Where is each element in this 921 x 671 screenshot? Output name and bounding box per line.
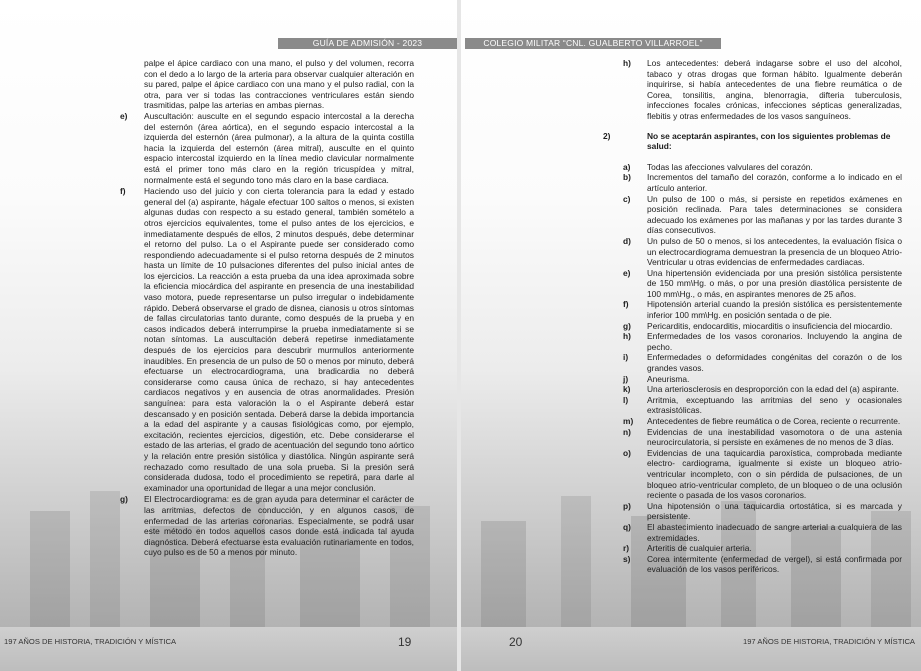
list-item [623,193,902,236]
list-item [623,172,902,193]
page-number-right: 20 [509,635,523,649]
footer-left [0,623,457,671]
left-column [120,58,414,558]
list-text: El abastecimiento inadecuado de sangre arterial a cualquiera de las extremidades. [647,521,902,543]
list-text: Una arteriosclerosis en desproporción con la edad del (a) aspirante. [647,384,899,395]
list-label: l) [623,394,629,405]
list-item [623,235,902,268]
list-item [623,384,902,395]
page-number-left: 19 [398,635,412,649]
section-title: No se aceptarán aspirantes, con los siguientes problemas de salud: [647,130,891,152]
list-label: m) [623,416,634,426]
list-text: Evidencias de una taquicardia paroxística, comprobada mediante electro- cardiograma, igualmente si existe un bloqueo atrio-ventricular incompleto, con o sin pérdida de pulsaciones, de un bloqueo atrio-ventricular completo, de un bloqueo o de una oclusión reciente o pasada de los vasos coronarios. [647,447,902,501]
footer-motto-right: 197 AÑOS DE HISTORIA, TRADICIÓN Y MÍSTICA [742,637,915,646]
list-item [623,553,902,575]
list-item [623,543,902,554]
list-label: f) [623,299,629,310]
list-item [623,447,902,501]
list-text: Enfermedades de los vasos coronarios. Incluyendo la angina de pecho. [647,331,902,352]
list-item-g [120,494,414,558]
list-item-h-antecedentes [623,58,902,122]
list-label: r) [623,543,630,554]
section-label: 2) [603,130,611,141]
list-label: q) [623,521,631,532]
list-text: Un pulso de 100 o más, si persiste en repetidos exámenes en posición reclinada. Para tales determinaciones se considera adecuado los exámenes por las mañanas y por las tardes durante 3 días consecutivos. [647,193,902,236]
list-label: a) [623,161,631,172]
list-label: i) [623,352,629,363]
list-text: Incrementos del tamaño del corazón, conforme a lo indicado en el artículo anterior. [647,172,902,193]
list-text: Hipotensión arterial cuando la presión sistólica es persistentemente inferior 100 mm\Hg. en posición sentada o de pie. [647,299,902,321]
list-text: Enfermedades o deformidades congénitas del corazón o de los grandes vasos. [647,352,902,374]
list-text: Una hipotensión o una taquicardia ortostática, si es marcada y persistente. [647,500,902,522]
footer-right [461,623,921,671]
list-label: g) [623,320,631,331]
header-band-right: COLEGIO MILITAR “CNL. GUALBERTO VILLARROEL” [465,38,721,49]
list-text: Una hipertensión evidenciada por una presión sistólica persistente de 150 mm\Hg. o más, o por una presión diastólica persistente de 100 mm\Hg., o más, en aspirantes menores de 25 años. [647,267,902,299]
right-column [603,58,902,575]
list-label: n) [623,426,631,437]
section-heading-2 [603,130,902,152]
list-item [623,500,902,522]
list-text: Arteritis de cualquier arteria. [647,543,752,554]
left-page [0,0,457,671]
list-text: Todas las afecciones valvulares del corazón. [647,161,813,172]
list-item [623,267,902,300]
footer-wave [461,627,921,671]
list-item [623,373,902,385]
list-label: b) [623,172,631,183]
list-item [623,521,902,543]
list-item [623,394,902,416]
list-label: e) [623,267,631,278]
list-item-f [120,186,414,493]
list-item [623,352,902,374]
right-page [461,0,921,671]
list-item-e [120,110,414,185]
list-label: k) [623,384,631,395]
list-item [623,320,902,332]
list-label: h) [623,58,631,68]
list-text: Antecedentes de fiebre reumática o de Corea, reciente o recurrente. [647,416,901,426]
list-item [623,426,902,448]
health-problems-list [623,161,902,575]
list-label: g) [120,494,128,505]
list-text: Aneurisma. [647,373,690,384]
list-label: o) [623,447,631,458]
list-text: Evidencias de una inestabilidad vasomotora o de una astenia neurocirculatoria, si persiste en exámenes de no menos de 3 días. [647,426,902,448]
list-text: Arritmia, exceptuando las arritmias del seno y ocasionales extrasistólicas. [647,394,902,416]
footer-motto-left: 197 AÑOS DE HISTORIA, TRADICIÓN Y MÍSTICA [4,637,177,646]
list-text: Corea intermitente (enfermedad de vergel), si está confirmada por evaluación de los vasos periféricos. [647,553,902,575]
list-text: Un pulso de 50 o menos, si los antecedentes, la evaluación física o un electrocardiograma demuestran la presencia de un bloqueo Atrio-Ventricular u otras evidencias de enfermedades cardiacas. [647,235,902,268]
list-label: h) [623,331,631,342]
list-item [623,416,902,427]
header-band-left: GUÍA DE ADMISIÓN - 2023 [278,38,457,49]
list-text: Pericarditis, endocarditis, miocarditis o insuficiencia del miocardio. [647,320,893,331]
list-label: f) [120,186,126,197]
list-label: d) [623,235,631,246]
list-label: s) [623,553,631,564]
list-label: p) [623,500,631,511]
intro-paragraph: palpe el ápice cardiaco con una mano, el pulso y del volumen, recorra con el dedo a lo largo de la arteria para observar cualquier alteración en su pared, palpe el ápice cardiaco con una mano y el pulso radial, con la otra, para ver si todas las contracciones ventriculares están siendo trasmitidas, palpe las arterias en ambas piernas. [144,58,414,111]
footer-wave [0,627,457,671]
list-item [623,331,902,352]
list-item [623,161,902,173]
list-text: Auscultación: ausculte en el segundo espacio intercostal a la derecha del esternón (área aórtica), en el segundo espacio intercostal a la izquierda del esternón (área pulmonar), a la altura de la quinta costilla hacia la izquierda del esternón (área mitral), ausculte en el quinto espacio intercostal izquierdo en la línea medio clavicular normalmente está el primer tono más claro en la región tricuspídea y mitral, normalmente está el segundo tono más claro en la base cardiaca. [144,110,414,185]
list-item [623,299,902,321]
list-label: e) [120,110,128,121]
list-text: El Electrocardiograma: es de gran ayuda para determinar el carácter de las arritmias, defectos de conducción, y en algunos casos, de enfermedad de las arterias coronarias. Especialmente, se podrá usar este método en todos aquellos casos donde está indicada tal ayuda diagnóstica. Deberá efectuarse esta evaluación rutinariamente en todos, cuyo pulso es de 50 a menos por minuto. [144,494,414,558]
list-text: Haciendo uso del juicio y con cierta tolerancia para la edad y estado general del (a) aspirante, hágale efectuar 100 saltos o menos, si existen algunas dudas con respecto a su estado general, también somételo a otros ejercicios equivalentes, tome el pulso antes de los ejercicios, e inmediatamente después de ellos, 2 minutos después, debe determinar el retorno del pulso. La o el Aspirante puede ser considerado como respondiendo adecuadamente si el pulso retorna después de 2 minutos hasta un límite de 10 pulsaciones diferentes del pulso inicial antes de los ejercicios. La reacción a esta prueba da una idea aproximada sobre la eficiencia miocárdica del aspirante en presencia de una inestabilidad vaso motora, puede representarse un pulso irregular o indebidamente rápido. Deberá observarse el grado de disnea, cianosis u otros síntomas de fallas circulatorias tanto durante, como después de la prueba y en casos indicados deberá interrumpirse la prueba inmediatamente si se notan síntomas. La auscultación deberá repetirse inmediatamente después de los ejercicios para descubrir murmullos anteriormente inaudibles. En presencia de un pulso de 50 o menos por minuto, deberá efectuarse un electrocardiograma, una bradicardia no deberá considerarse como causa única de rechazo, si hay antecedentes cardiacos negativos y en ausencia de otras anormalidades. Presión sanguínea: para esta valoración la o el Aspirante deberá estar descansado y en posición sentada. Deberá darse la debida importancia a la edad del aspirante y a causas fisiológicas como, por ejemplo, excitación, recientes ejercicios, digestión, etc. Debe considerarse el estado de las arterias, el grado de acentuación del segundo tono aórtico y la relación entre presión sistólica y diastólica. Ningún aspirante será rechazado como resultado de una sola prueba. Si la presión será considerada dudosa, todo el procedimiento se repetirá, para darle al examinador una oportunidad de llegar a una mejor conclusión. [144,186,414,493]
list-text: Los antecedentes: deberá indagarse sobre el uso del alcohol, tabaco y otras drogas que forman hábito. Igualmente deberán inquirirse, si había antecedentes de una fiebre reumática o de Corea, tonsilitis, angina, blenorragia, difteria tuberculosis, infecciones focales crónicas, infecciones sépticas generalizadas, flebitis y otras enfermedades de los vasos sanguíneos. [647,58,902,121]
list-label: c) [623,193,631,204]
list-label: j) [623,373,629,384]
